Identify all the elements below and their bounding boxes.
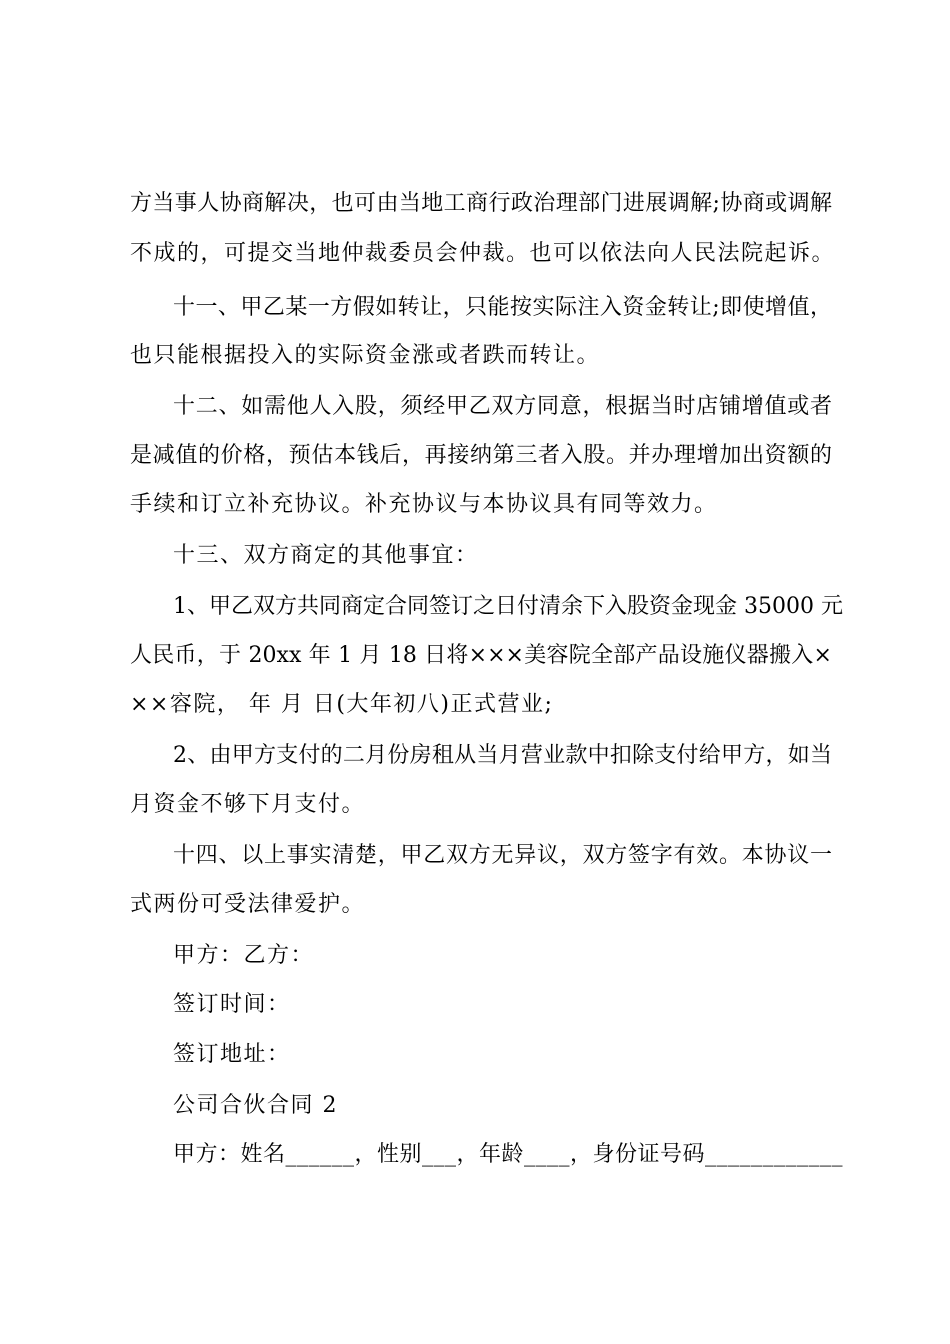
clause-11-line: 十一、甲乙某一方假如转让，只能按实际注入资金转让;即使增值，	[173, 295, 832, 320]
item-2-line: 2、由甲方支付的二月份房租从当月营业款中扣除支付给甲方，如当	[173, 743, 832, 768]
item-1-line: 1、甲乙双方共同商定合同签订之日付清余下入股资金现金 35000 元	[173, 594, 843, 619]
signature-parties: 甲方：乙方：	[173, 943, 315, 968]
clause-13-heading: 十三、双方商定的其他事宜：	[173, 543, 479, 568]
paragraph-line: ××容院， 年 月 日(大年初八)正式营业;	[130, 692, 554, 717]
paragraph-line: 月资金不够下月支付。	[130, 792, 366, 817]
paragraph-line: 是减值的价格，预估本钱后，再接纳第三者入股。并办理增加出资额的	[130, 443, 832, 468]
paragraph-line: 不成的，可提交当地仲裁委员会仲裁。也可以依法向人民法院起诉。	[130, 241, 836, 266]
clause-12-line: 十二、如需他人入股，须经甲乙双方同意，根据当时店铺增值或者	[173, 394, 832, 419]
clause-14-line: 十四、以上事实清楚，甲乙双方无异议，双方签字有效。本协议一	[173, 843, 832, 868]
contract-2-title: 公司合伙合同 2	[173, 1093, 338, 1118]
paragraph-line: 方当事人协商解决，也可由当地工商行政治理部门进展调解;协商或调解	[130, 191, 832, 216]
signing-date: 签订时间：	[173, 992, 291, 1017]
signing-address: 签订地址：	[173, 1042, 291, 1067]
paragraph-line: 式两份可受法律爱护。	[130, 892, 366, 917]
paragraph-line: 也只能根据投入的实际资金涨或者跌而转让。	[130, 343, 601, 368]
paragraph-line: 人民币，于 20xx 年 1 月 18 日将×××美容院全部产品设施仪器搬入×	[130, 643, 832, 668]
paragraph-line: 手续和订立补充协议。补充协议与本协议具有同等效力。	[130, 492, 718, 517]
party-a-info-line: 甲方：姓名______，性别___，年龄____，身份证号码____________	[173, 1142, 844, 1167]
